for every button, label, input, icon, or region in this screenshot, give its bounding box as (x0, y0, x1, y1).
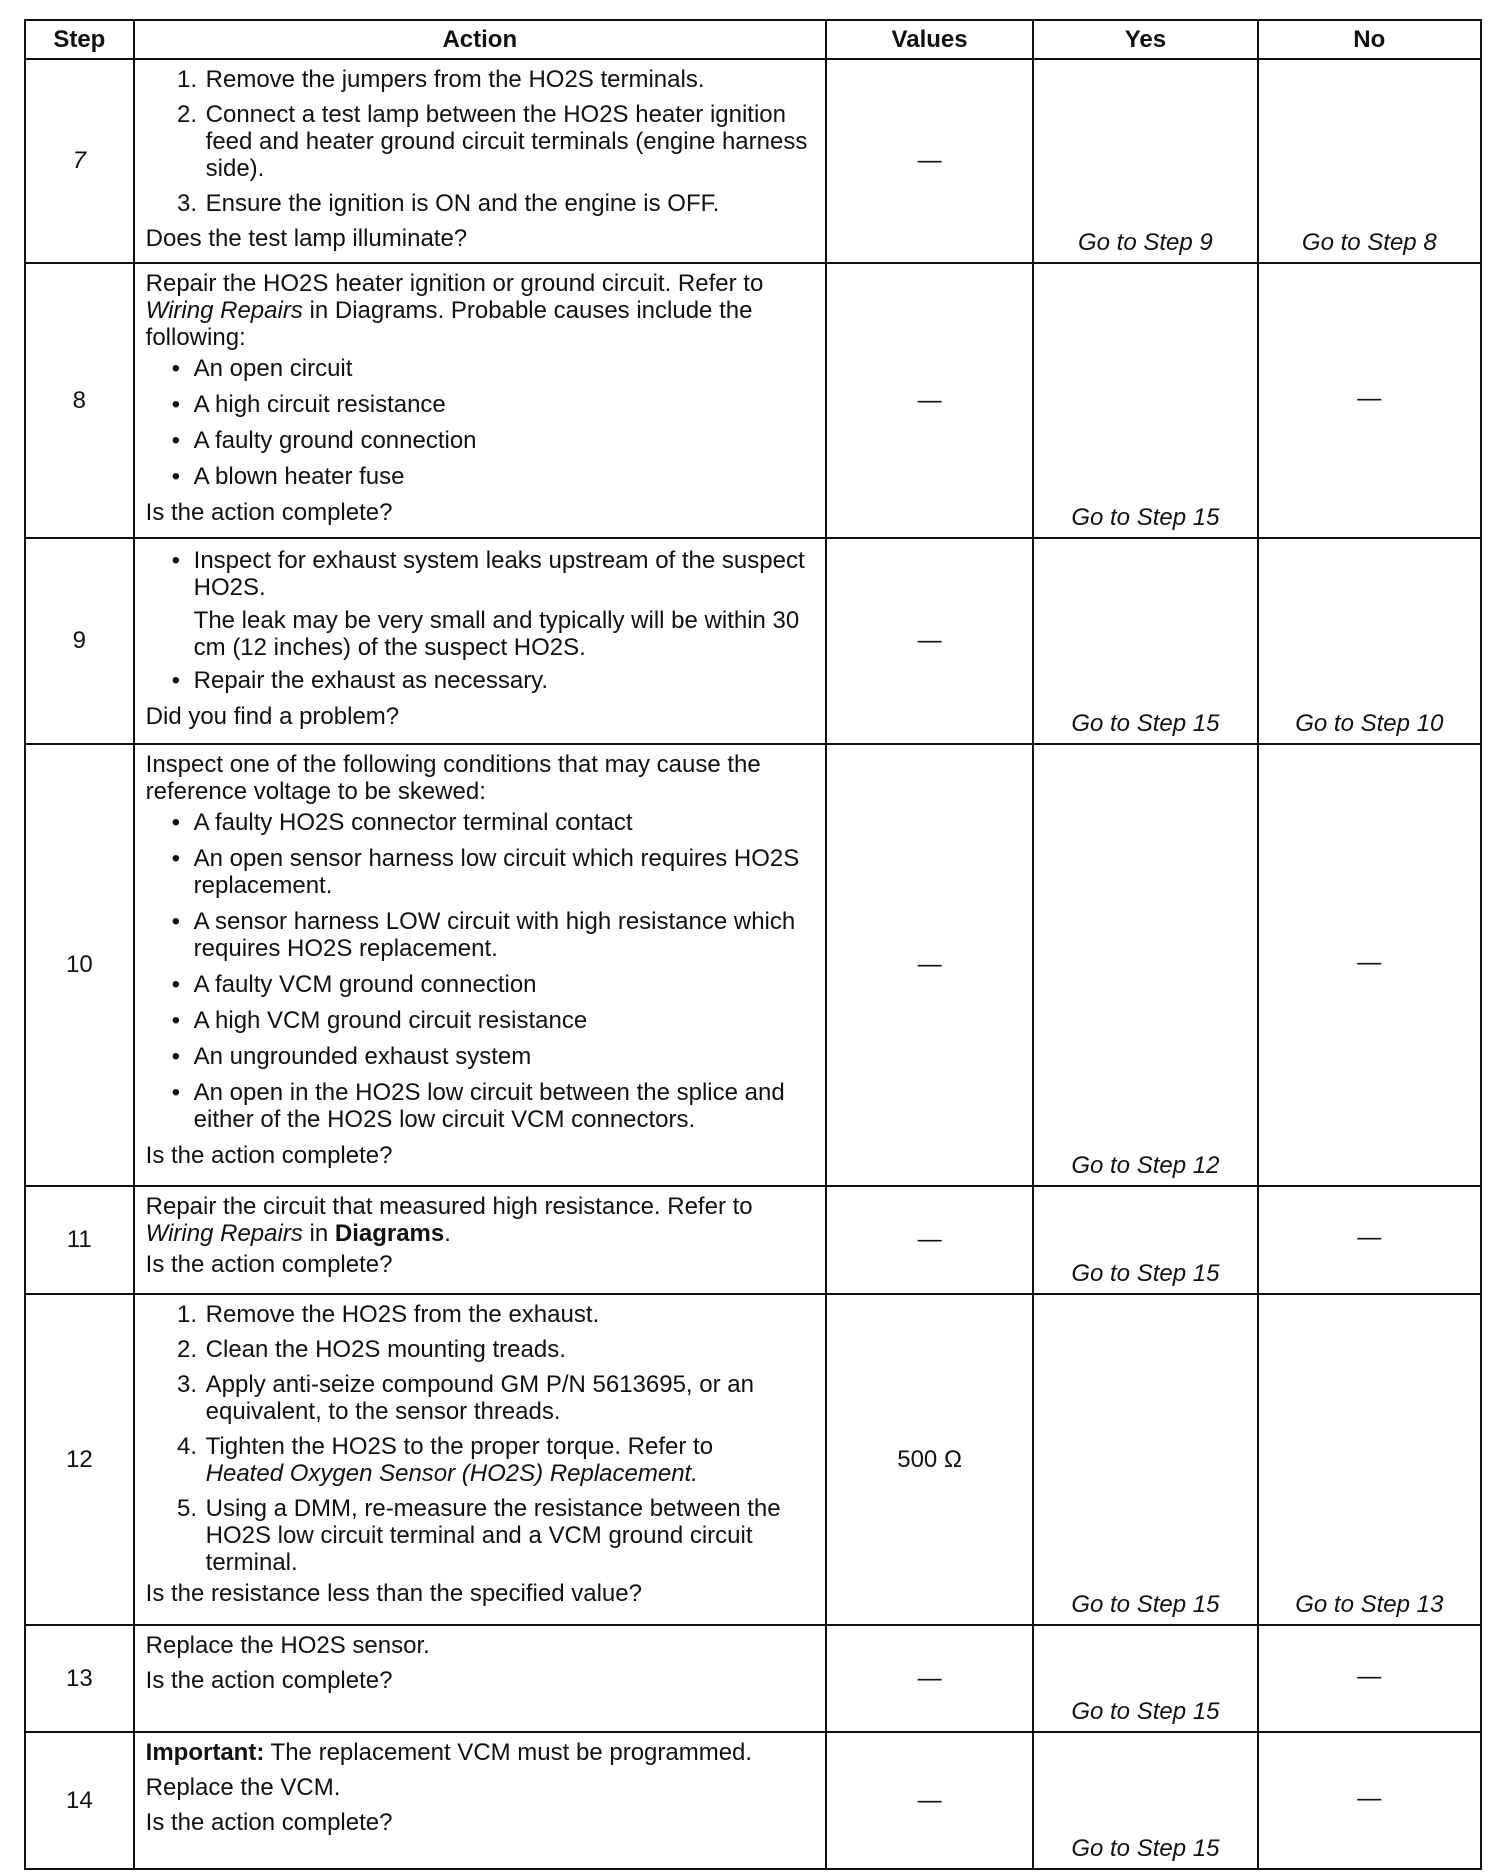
list-item: • A blown heater fuse (194, 463, 815, 490)
yes-cell: Go to Step 15 (1033, 1732, 1257, 1869)
step-text: Tighten the HO2S to the proper torque. Refer to (205, 1433, 714, 1460)
question-text: Is the resistance less than the specified value? (145, 1580, 642, 1607)
step-number: 8 (25, 263, 134, 538)
reference-link-text: Wiring Repairs (145, 297, 303, 324)
no-cell: Go to Step 13 (1258, 1294, 1481, 1625)
bullet-list (146, 547, 815, 601)
diagnostic-table (24, 19, 1482, 1870)
reference-section-text: Diagrams (334, 297, 438, 324)
list-item: • Repair the exhaust as necessary. (194, 667, 815, 694)
list-item: 3. Ensure the ignition is ON and the engine is OFF. (204, 190, 815, 217)
list-item: • Inspect for exhaust system leaks upstream of the suspect HO2S. (194, 547, 815, 601)
yes-cell: Go to Step 15 (1033, 538, 1257, 744)
header-yes: Yes (1033, 20, 1257, 59)
step-number: 10 (25, 744, 134, 1186)
list-item: • An open circuit (194, 355, 815, 382)
intro-text: Inspect one of the following conditions that may cause the reference voltage to be skewed: (145, 751, 761, 805)
header-step: Step (25, 20, 134, 59)
no-cell: Go to Step 10 (1258, 538, 1481, 744)
table-row-step-9 (25, 538, 1481, 744)
step-number: 13 (25, 1625, 134, 1732)
note-text: The leak may be very small and typically will be within 30 cm (12 inches) of the suspect HO2S. (193, 607, 800, 661)
yes-cell: Go to Step 12 (1033, 744, 1257, 1186)
yes-cell: Go to Step 9 (1033, 59, 1257, 263)
reference-link-text: Heated Oxygen Sensor (HO2S) Replacement. (205, 1460, 698, 1487)
action-cell (134, 263, 826, 538)
question-text: Is the action complete? (145, 1142, 393, 1169)
action-cell (134, 1294, 826, 1625)
table-row-step-12 (25, 1294, 1481, 1625)
important-text: The replacement VCM must be programmed. (264, 1739, 753, 1766)
table-row-step-14 (25, 1732, 1481, 1869)
table-row-step-8 (25, 263, 1481, 538)
step-number: 14 (25, 1732, 134, 1869)
no-cell: — (1258, 1186, 1481, 1294)
intro-text-part: in (309, 1220, 329, 1247)
action-cell (134, 1732, 826, 1869)
yes-cell: Go to Step 15 (1033, 1625, 1257, 1732)
no-cell: — (1258, 744, 1481, 1186)
list-item: • A faulty VCM ground connection (194, 971, 815, 998)
question-text: Does the test lamp illuminate? (145, 225, 468, 252)
list-item: 2. Clean the HO2S mounting treads. (204, 1336, 815, 1363)
values-cell: — (826, 1732, 1033, 1869)
header-no: No (1258, 20, 1481, 59)
no-cell: — (1258, 1625, 1481, 1732)
yes-cell: Go to Step 15 (1033, 263, 1257, 538)
header-values: Values (826, 20, 1033, 59)
no-cell: Go to Step 8 (1258, 59, 1481, 263)
list-item: • A high circuit resistance (194, 391, 815, 418)
question-text: Did you find a problem? (145, 703, 400, 730)
table-row-step-13 (25, 1625, 1481, 1732)
table-header-row (25, 20, 1481, 59)
question-text: Is the action complete? (145, 1809, 393, 1836)
intro-text-part: Repair the circuit that measured high resistance. Refer to (145, 1193, 753, 1220)
intro-text-part: Repair the HO2S heater ignition or ground circuit. Refer to (145, 270, 764, 297)
diagnostic-table-container (24, 19, 1482, 1870)
values-cell: — (826, 59, 1033, 263)
important-label: Important: (145, 1739, 265, 1766)
intro-text (146, 1193, 815, 1247)
reference-link-text: Wiring Repairs (145, 1220, 303, 1247)
list-item: • A faulty ground connection (194, 427, 815, 454)
table-row-step-10 (25, 744, 1481, 1186)
numbered-steps (146, 1301, 815, 1576)
yes-cell: Go to Step 15 (1033, 1294, 1257, 1625)
list-item: 3. Apply anti-seize compound GM P/N 5613695, or an equivalent, to the sensor threads. (204, 1371, 815, 1425)
intro-text-part: in (309, 297, 329, 324)
action-cell (134, 744, 826, 1186)
bullet-list (146, 809, 815, 1133)
action-cell (134, 1625, 826, 1732)
yes-cell: Go to Step 15 (1033, 1186, 1257, 1294)
intro-text-part: . Probable causes include the following: (145, 297, 753, 351)
step-number: 11 (25, 1186, 134, 1294)
question-text: Is the action complete? (145, 499, 393, 526)
table-row-step-11 (25, 1186, 1481, 1294)
action-cell (134, 59, 826, 263)
bullet-list (146, 355, 815, 490)
no-cell: — (1258, 1732, 1481, 1869)
action-cell (134, 538, 826, 744)
list-item: 5. Using a DMM, re-measure the resistance between the HO2S low circuit terminal and a VCM ground circuit terminal. (204, 1495, 815, 1576)
list-item: • An open in the HO2S low circuit between the splice and either of the HO2S low circuit VCM connectors. (194, 1079, 815, 1133)
list-item (204, 1433, 815, 1487)
important-note (146, 1739, 815, 1766)
question-text: Is the action complete? (145, 1667, 393, 1694)
list-item: • A sensor harness LOW circuit with high resistance which requires HO2S replacement. (194, 908, 815, 962)
step-number: 12 (25, 1294, 134, 1625)
header-action: Action (134, 20, 826, 59)
values-cell: 500 Ω (826, 1294, 1033, 1625)
list-item: • An open sensor harness low circuit which requires HO2S replacement. (194, 845, 815, 899)
step-number: 9 (25, 538, 134, 744)
values-cell: — (826, 1186, 1033, 1294)
list-item: • An ungrounded exhaust system (194, 1043, 815, 1070)
list-item: • A faulty HO2S connector terminal contact (194, 809, 815, 836)
list-item: 1. Remove the jumpers from the HO2S terminals. (204, 66, 815, 93)
values-cell: — (826, 263, 1033, 538)
no-cell: — (1258, 263, 1481, 538)
bullet-list (146, 667, 815, 694)
values-cell: — (826, 538, 1033, 744)
list-item: • A high VCM ground circuit resistance (194, 1007, 815, 1034)
intro-text (146, 270, 815, 351)
intro-text-part: . (444, 1220, 451, 1247)
action-text: Replace the HO2S sensor. (145, 1632, 430, 1659)
action-cell (134, 1186, 826, 1294)
values-cell: — (826, 1625, 1033, 1732)
reference-section-text: Diagrams (334, 1220, 445, 1247)
step-number: 7 (25, 59, 134, 263)
action-text: Replace the VCM. (145, 1774, 341, 1801)
numbered-steps (146, 66, 815, 217)
list-item: 2. Connect a test lamp between the HO2S heater ignition feed and heater ground circuit terminals (engine harness side). (204, 101, 815, 182)
values-cell: — (826, 744, 1033, 1186)
list-item: 1. Remove the HO2S from the exhaust. (204, 1301, 815, 1328)
question-text: Is the action complete? (145, 1251, 393, 1278)
table-row-step-7 (25, 59, 1481, 263)
